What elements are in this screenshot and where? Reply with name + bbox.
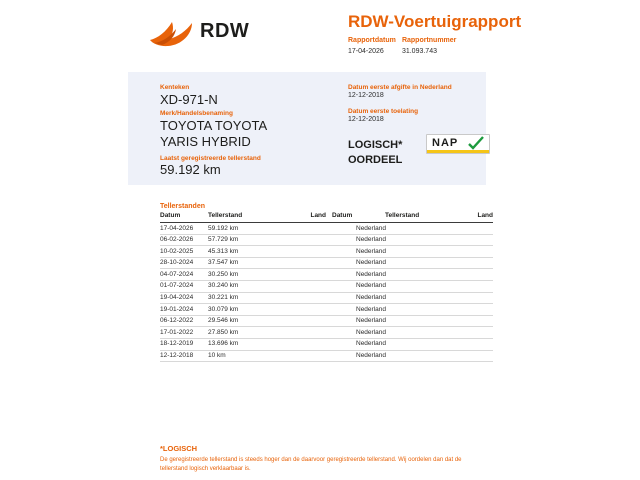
kenteken-value: XD-971-N [160, 92, 218, 107]
tellerstanden-table [160, 212, 493, 362]
cell-tellerstand: 29.546 km [208, 317, 239, 325]
footer-title: *LOGISCH [160, 444, 198, 453]
cell-tellerstand: 30.250 km [208, 270, 239, 278]
eerste-afgifte-value: 12-12-2018 [348, 92, 384, 99]
report-header [0, 0, 640, 72]
cell-datum: 17-01-2022 [160, 328, 194, 336]
tellerstanden-title: Tellerstanden [160, 203, 205, 210]
cell-tellerstand: 30.240 km [208, 282, 239, 290]
footer-text: De geregistreerde tellerstand is steeds hoger dan de daarvoor geregistreerde tellerstand. Wij oordelen dan dat de tellerstand logisch verklaarbaar is. [160, 457, 462, 472]
cell-tellerstand: 45.313 km [208, 247, 239, 255]
cell-datum: 01-07-2024 [160, 282, 194, 290]
table-row [160, 281, 493, 293]
merk-value-line2: YARIS HYBRID [160, 134, 251, 149]
merk-value-line1: TOYOTA TOYOTA [160, 118, 268, 133]
column-header-datum-2: Datum [332, 212, 353, 219]
cell-datum: 19-01-2024 [160, 305, 194, 313]
cell-tellerstand: 37.547 km [208, 259, 239, 267]
laatste-tellerstand-value: 59.192 km [160, 162, 221, 177]
meta-rapportdatum-label: Rapportdatum [348, 37, 396, 44]
merk-label: Merk/Handelsbenaming [160, 110, 233, 117]
rdw-logo-text: RDW [200, 20, 250, 42]
table-row [160, 235, 493, 247]
cell-land: Nederland [356, 328, 386, 336]
table-row [160, 351, 493, 363]
eerste-toelating-value: 12-12-2018 [348, 116, 384, 123]
kenteken-label: Kenteken [160, 84, 190, 91]
cell-tellerstand: 30.221 km [208, 294, 239, 302]
nap-badge-text: NAP [432, 137, 459, 149]
column-header-datum: Datum [160, 212, 181, 219]
report-title: RDW-Voertuigrapport [348, 12, 522, 31]
table-row [160, 327, 493, 339]
eerste-toelating-label: Datum eerste toelating [348, 108, 419, 115]
meta-rapportnummer [402, 36, 456, 57]
cell-tellerstand: 59.192 km [208, 224, 239, 232]
cell-datum: 10-02-2025 [160, 247, 194, 255]
cell-land: Nederland [356, 282, 386, 290]
cell-land: Nederland [356, 340, 386, 348]
table-row [160, 293, 493, 305]
column-header-tellerstand-2: Tellerstand [385, 212, 420, 219]
laatste-tellerstand-label: Laatst geregistreerde tellerstand [160, 155, 261, 162]
oordeel-block [348, 138, 402, 168]
table-header-row [160, 212, 493, 223]
cell-land: Nederland [356, 305, 386, 313]
table-row [160, 246, 493, 258]
table-row [160, 223, 493, 235]
footer-note [160, 444, 480, 474]
cell-land: Nederland [356, 236, 386, 244]
cell-tellerstand: 13.696 km [208, 340, 239, 348]
cell-land: Nederland [356, 270, 386, 278]
table-row [160, 258, 493, 270]
table-row [160, 339, 493, 351]
oordeel-line2: OORDEEL [348, 154, 403, 166]
meta-rapportdatum-value: 17-04-2026 [348, 48, 384, 55]
cell-tellerstand: 57.729 km [208, 236, 239, 244]
cell-land: Nederland [356, 247, 386, 255]
cell-datum: 19-04-2024 [160, 294, 194, 302]
cell-datum: 17-04-2026 [160, 224, 194, 232]
meta-rapportdatum [348, 36, 400, 57]
cell-tellerstand: 30.079 km [208, 305, 239, 313]
cell-datum: 28-10-2024 [160, 259, 194, 267]
cell-datum: 06-12-2022 [160, 317, 194, 325]
meta-rapportnummer-value: 31.093.743 [401, 48, 437, 55]
rdw-flame-logo-icon [148, 18, 194, 48]
nap-badge-underline [427, 150, 489, 153]
eerste-afgifte-label: Datum eerste afgifte in Nederland [348, 84, 452, 91]
table-row [160, 316, 493, 328]
cell-land: Nederland [356, 294, 386, 302]
cell-datum: 12-12-2018 [160, 352, 194, 360]
cell-land: Nederland [356, 352, 386, 360]
table-row [160, 269, 493, 281]
cell-datum: 04-07-2024 [160, 270, 194, 278]
nap-badge [426, 134, 490, 154]
cell-tellerstand: 27.850 km [208, 328, 239, 336]
cell-tellerstand: 10 km [208, 352, 226, 360]
oordeel-line1: LOGISCH* [348, 139, 403, 151]
column-header-land-2: Land [477, 212, 493, 219]
column-header-land: Land [310, 212, 326, 219]
rdw-logo [148, 10, 248, 52]
cell-datum: 06-02-2026 [160, 236, 194, 244]
report-meta [348, 36, 456, 57]
meta-rapportnummer-label: Rapportnummer [401, 37, 457, 44]
cell-land: Nederland [356, 317, 386, 325]
cell-land: Nederland [356, 224, 386, 232]
cell-land: Nederland [356, 259, 386, 267]
table-row [160, 304, 493, 316]
column-header-tellerstand: Tellerstand [208, 212, 243, 219]
vehicle-summary-panel [128, 72, 486, 185]
cell-datum: 18-12-2019 [160, 340, 194, 348]
